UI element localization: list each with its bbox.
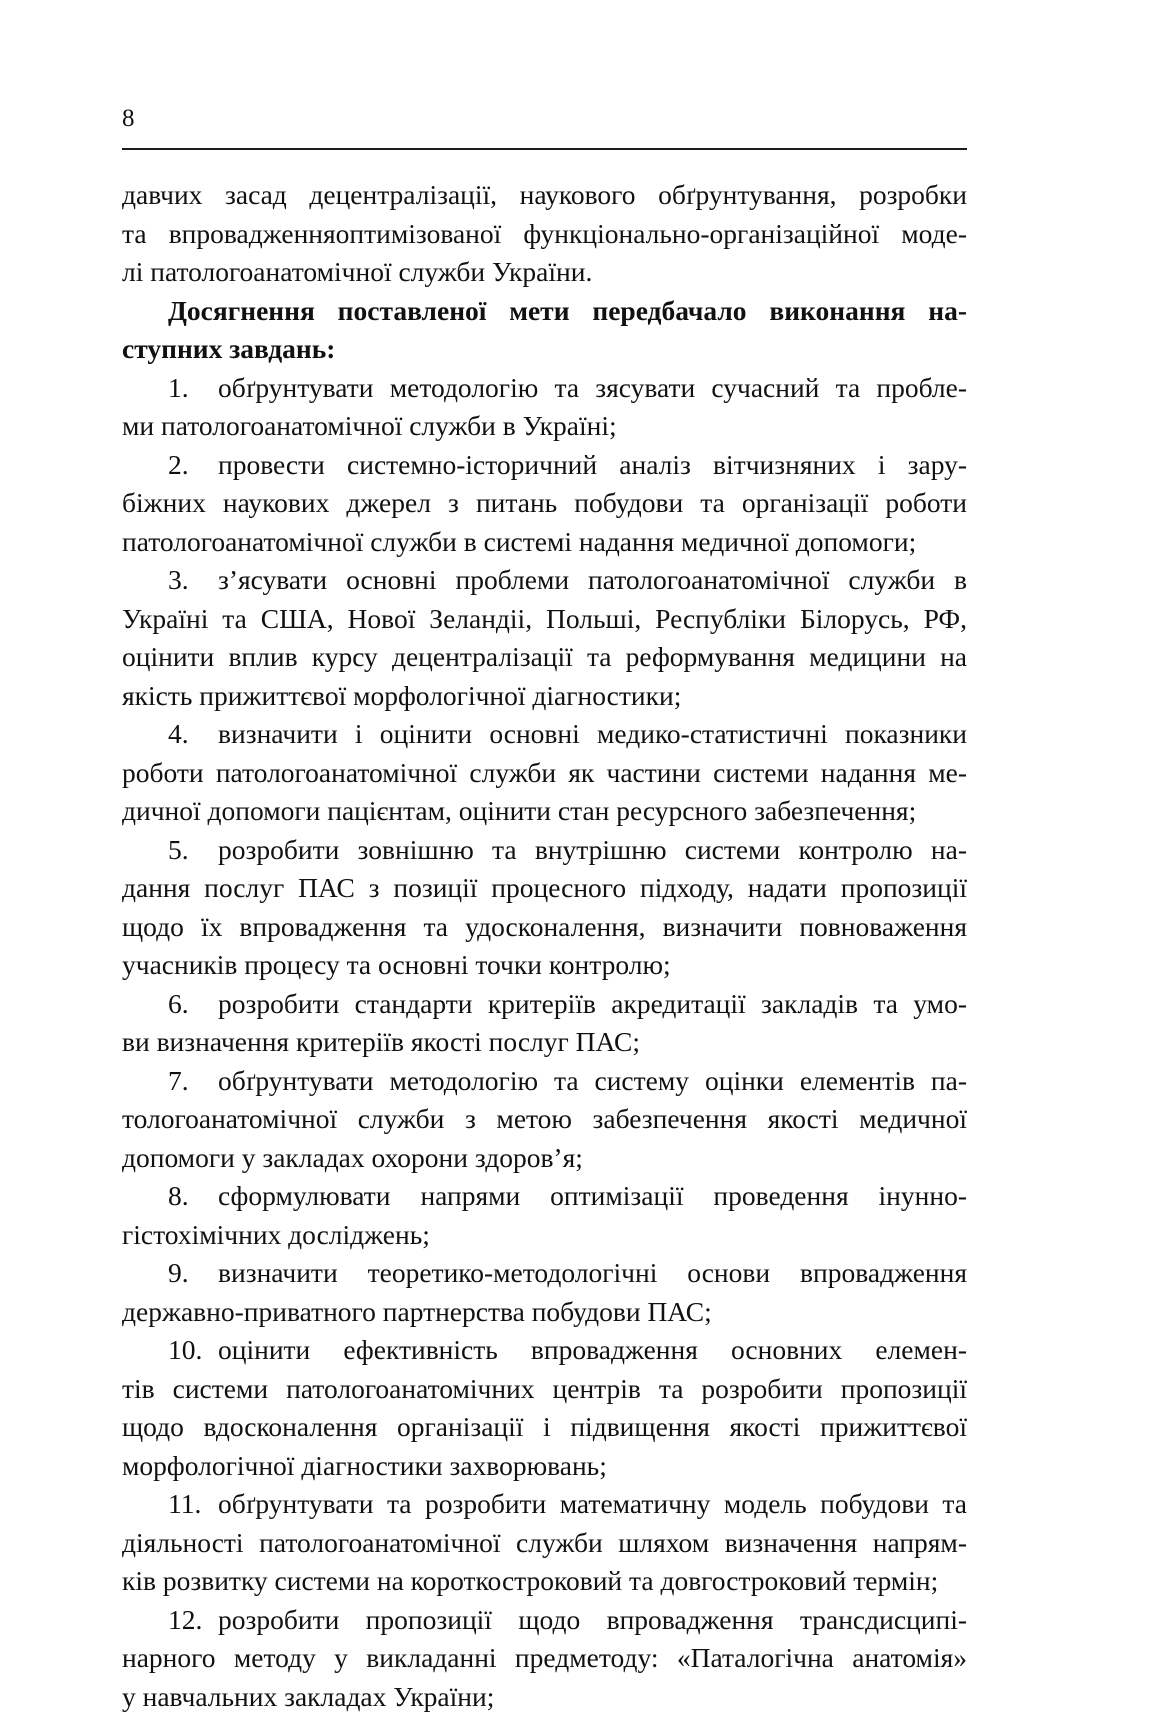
text-line — [122, 1601, 967, 1640]
text-line: тологоанатомічної служби з метою забезпечення якості медичної — [122, 1100, 967, 1139]
item-line-text: сформулювати напрями оптимізації проведення інунно- — [218, 1180, 967, 1211]
page-content — [122, 104, 967, 1716]
text-line — [122, 1485, 967, 1524]
text-line: нарного методу у викладанні предметоду: «Паталогічна анатомія» — [122, 1639, 967, 1678]
item-line-text: з’ясувати основні проблеми патологоанатомічної служби в — [218, 564, 967, 595]
page-number: 8 — [122, 104, 967, 134]
item-number: 4. — [122, 715, 218, 754]
text-line: діяльності патологоанатомічної служби шляхом визначення напрям- — [122, 1524, 967, 1563]
text-line: ків розвитку системи на короткостроковий та довгостроковий термін; — [122, 1562, 967, 1601]
text-line: давчих засад децентралізації, наукового обґрунтування, розробки — [122, 176, 967, 215]
text-line: ступних завдань: — [122, 330, 967, 369]
header-rule — [122, 148, 967, 150]
item-number: 5. — [122, 831, 218, 870]
task-item-6 — [122, 985, 967, 1062]
item-number: 2. — [122, 446, 218, 485]
page-header — [122, 104, 967, 148]
task-item-9 — [122, 1254, 967, 1331]
intro-paragraph — [122, 176, 967, 292]
text-line: тів системи патологоанатомічних центрів та розробити пропозиції — [122, 1370, 967, 1409]
text-line: дання послуг ПАС з позиції процесного підходу, надати пропозиції — [122, 869, 967, 908]
text-line — [122, 1254, 967, 1293]
item-number: 7. — [122, 1062, 218, 1101]
text-line: ми патологоанатомічної служби в Україні; — [122, 407, 967, 446]
text-line — [122, 1331, 967, 1370]
task-item-1 — [122, 369, 967, 446]
item-line-text: провести системно-історичний аналіз вітчизняних і зару- — [218, 449, 967, 480]
tasks-heading — [122, 292, 967, 369]
item-line-text: обґрунтувати методологію та зясувати сучасний та пробле- — [218, 372, 967, 403]
text-line — [122, 1177, 967, 1216]
item-number: 6. — [122, 985, 218, 1024]
heading-line-text: Досягнення поставленої мети передбачало виконання на- — [168, 295, 967, 326]
item-line-text: обґрунтувати методологію та систему оцінки елементів па- — [218, 1065, 967, 1096]
task-item-12 — [122, 1601, 967, 1716]
text-line: учасників процесу та основні точки контролю; — [122, 946, 967, 985]
text-line — [122, 446, 967, 485]
item-number: 1. — [122, 369, 218, 408]
text-line — [122, 369, 967, 408]
item-line-text: визначити теоретико-методологічні основи впровадження — [218, 1257, 967, 1288]
item-line-text: визначити і оцінити основні медико-статистичні показники — [218, 718, 967, 749]
text-line: у навчальних закладах України; — [122, 1678, 967, 1716]
text-line — [122, 1062, 967, 1101]
text-line: щодо вдосконалення організації і підвищення якості прижиттєвої — [122, 1408, 967, 1447]
task-item-4 — [122, 715, 967, 831]
item-line-text: оцінити ефективність впровадження основних елемен- — [218, 1334, 967, 1365]
item-number: 8. — [122, 1177, 218, 1216]
task-item-2 — [122, 446, 967, 562]
text-line: патологоанатомічної служби в системі надання медичної допомоги; — [122, 523, 967, 562]
task-item-10 — [122, 1331, 967, 1485]
text-line: щодо їх впровадження та удосконалення, визначити повноваження — [122, 908, 967, 947]
item-line-text: розробити пропозиції щодо впровадження трансдисципі- — [218, 1604, 967, 1635]
text-line — [122, 831, 967, 870]
task-item-8 — [122, 1177, 967, 1254]
text-line: допомоги у закладах охорони здоров’я; — [122, 1139, 967, 1178]
text-line: ви визначення критеріїв якості послуг ПАС; — [122, 1023, 967, 1062]
text-line: дичної допомоги пацієнтам, оцінити стан ресурсного забезпечення; — [122, 792, 967, 831]
text-line — [122, 292, 967, 331]
task-item-11 — [122, 1485, 967, 1601]
text-line: оцінити вплив курсу децентралізації та реформування медицини на — [122, 638, 967, 677]
text-line: державно-приватного партнерства побудови ПАС; — [122, 1293, 967, 1332]
text-line — [122, 715, 967, 754]
text-line: та впровадженняоптимізованої функціонально-організаційної моде- — [122, 215, 967, 254]
item-line-text: розробити зовнішню та внутрішню системи контролю на- — [218, 834, 967, 865]
item-number: 12. — [122, 1601, 218, 1640]
text-line — [122, 561, 967, 600]
item-number: 3. — [122, 561, 218, 600]
text-line: лі патологоанатомічної служби України. — [122, 253, 967, 292]
item-line-text: обґрунтувати та розробити математичну модель побудови та — [218, 1488, 967, 1519]
task-item-5 — [122, 831, 967, 985]
text-line — [122, 985, 967, 1024]
item-number: 11. — [122, 1485, 218, 1524]
body-text — [122, 176, 967, 1716]
text-line: біжних наукових джерел з питань побудови та організації роботи — [122, 484, 967, 523]
item-number: 9. — [122, 1254, 218, 1293]
task-item-3 — [122, 561, 967, 715]
text-line: морфологічної діагностики захворювань; — [122, 1447, 967, 1486]
task-item-7 — [122, 1062, 967, 1178]
text-line: роботи патологоанатомічної служби як частини системи надання ме- — [122, 754, 967, 793]
text-line: Україні та США, Нової Зеландіі, Польші, Республіки Білорусь, РФ, — [122, 600, 967, 639]
item-number: 10. — [122, 1331, 218, 1370]
text-line: якість прижиттєвої морфологічної діагностики; — [122, 677, 967, 716]
item-line-text: розробити стандарти критеріїв акредитації закладів та умо- — [218, 988, 967, 1019]
text-line: гістохімічних досліджень; — [122, 1216, 967, 1255]
